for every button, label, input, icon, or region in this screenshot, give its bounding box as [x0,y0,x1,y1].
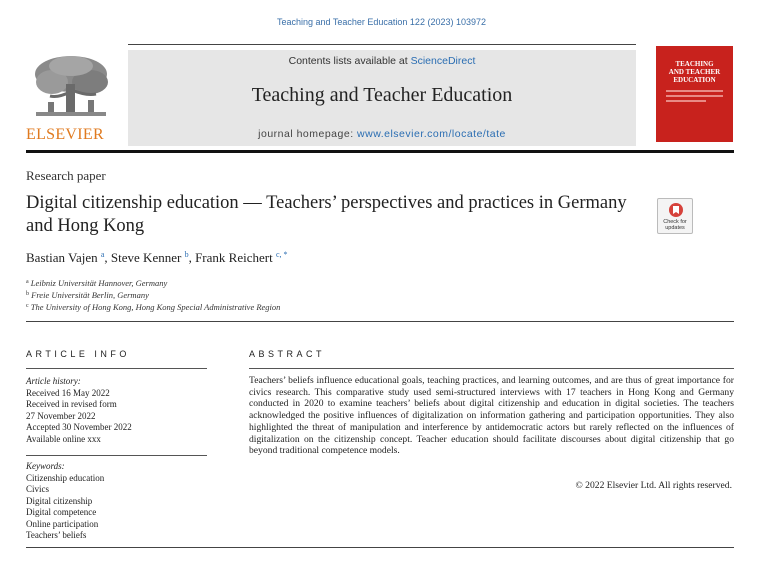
affiliation-text: Freie Universität Berlin, Germany [31,290,149,300]
header-thick-rule [26,150,734,153]
article-history [26,376,132,445]
history-label: Article history: [26,376,81,386]
affiliation-marker[interactable]: a [100,250,105,259]
document-type: Research paper [26,168,106,183]
abstract-rule [249,368,734,369]
author-name[interactable]: Frank Reichert [195,250,273,265]
history-item: Available online xxx [26,433,101,444]
journal-cover[interactable] [656,46,733,142]
elsevier-wordmark: ELSEVIER [26,126,104,143]
contents-line [128,55,636,67]
abstract-bottom-rule [26,547,734,548]
affiliation-item [26,277,280,289]
history-item: Accepted 30 November 2022 [26,422,132,432]
author-name[interactable]: Steve Kenner [110,250,182,265]
affiliation-key: c [26,303,29,309]
keywords-rule [26,455,207,456]
author-name[interactable]: Bastian Vajen [26,250,98,265]
abstract-heading: ABSTRACT [249,349,326,359]
cover-decor-line [666,100,706,102]
sciencedirect-link[interactable]: ScienceDirect [410,55,476,67]
section-divider [26,321,734,322]
contents-prefix: Contents lists available at [288,55,411,67]
author-separator: , [188,250,196,265]
cover-title-line-1: TEACHING [675,60,714,68]
history-item: Received in revised form [26,399,117,409]
header-rule [128,44,636,45]
article-info-rule [26,368,207,369]
keywords-label: Keywords: [26,461,65,471]
affiliation-text: Leibniz Universität Hannover, Germany [30,278,168,288]
affiliation-item [26,289,280,301]
cover-decor-line [666,90,723,92]
tree-logo-icon [30,52,112,122]
cover-title-line-2: AND TEACHER [668,68,721,76]
affiliation-item [26,301,280,313]
crossmark-label [658,219,692,231]
keyword-item: Civics [26,484,50,494]
author-list [26,250,288,266]
affiliation-marker[interactable]: b [184,250,189,259]
keyword-item: Online participation [26,518,99,529]
affiliation-list [26,277,280,313]
history-item: 27 November 2022 [26,410,96,421]
article-info-heading: ARTICLE INFO [26,349,130,359]
check-for-updates-button[interactable] [657,198,693,234]
keyword-item: Citizenship education [26,472,105,483]
journal-citation[interactable]: Teaching and Teacher Education 122 (2023) 103972 [277,17,486,27]
journal-homepage-link[interactable]: www.elsevier.com/locate/tate [357,128,506,140]
affiliation-text: The University of Hong Kong, Hong Kong Special Administrative Region [30,302,281,312]
article-title: Digital citizenship education — Teachers’ perspectives and practices in Germany and Hong Kong [26,193,627,236]
copyright-notice: © 2022 Elsevier Ltd. All rights reserved. [575,480,732,491]
author-separator: , [104,250,111,265]
journal-banner [128,50,636,146]
keyword-item: Digital citizenship [26,495,93,506]
homepage-prefix: journal homepage: [258,128,358,140]
journal-homepage-line [128,128,636,140]
history-item: Received 16 May 2022 [26,387,110,398]
cover-decor-line [666,95,723,97]
abstract-text: Teachers’ beliefs influence educational goals, teaching practices, and learning outcomes, and are thus of great importance for civics research. This comparative study used semi-structured interviews with 17 teachers in Hong Kong and Germany conducted in 2020 to examine teachers’ beliefs about digital citizenship and education in digital societies. The teachers acknowledged the positive influences of digitalization on information gathering and participation opportunities. They also highlighted the threat of manipulation and interference by antidemocratic actors but rarely reflected on the influences of digitalization on the citizenship concept. Teacher education should facilitate discourses about digital citizenship that go beyond traditional competence models. [249,375,734,457]
keyword-item: Teachers’ beliefs [26,530,87,540]
affiliation-marker[interactable]: c, * [275,250,288,259]
keyword-list [26,461,104,542]
crossmark-label-line-2: updates [665,225,685,231]
journal-title: Teaching and Teacher Education [251,84,513,106]
cover-title-line-3: EDUCATION [673,76,716,84]
elsevier-logo[interactable] [26,52,116,144]
crossmark-label-line-1: Check for [663,219,687,225]
keyword-item: Digital competence [26,507,97,517]
cover-title [656,60,733,84]
affiliation-key: a [26,279,29,285]
affiliation-key: b [26,291,29,297]
